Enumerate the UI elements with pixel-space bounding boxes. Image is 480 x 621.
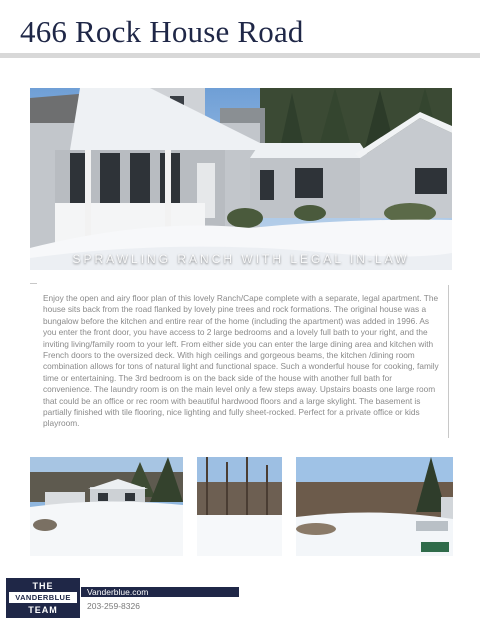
description-frame-right [448,285,449,438]
vanderblue-team-logo [5,577,81,619]
description-frame-top [30,283,37,284]
hero-caption: SPRAWLING RANCH WITH LEGAL IN-LAW [72,252,410,266]
logo-line-2: VANDERBLUE [9,592,77,603]
winter-woods-illustration [197,457,282,556]
gallery-photo-2 [197,457,282,556]
house-exterior-illustration [30,88,452,270]
gallery-photo-1 [30,457,183,556]
listing-title: 466 Rock House Road [20,14,304,49]
logo-line-1: THE [32,581,54,591]
snowy-yard-illustration [296,457,453,556]
gallery-photo-3 [296,457,453,556]
logo-line-3: TEAM [28,605,58,615]
title-divider [0,53,480,58]
phone-number: 203-259-8326 [87,601,140,611]
hero-photo [30,88,452,270]
house-side-view-illustration [30,457,183,556]
listing-description: Enjoy the open and airy floor plan of this lovely Ranch/Cape complete with a separate, legal apartment. The house sits back from the road flanked by lovely pine trees and rock formations. The original house was a bungalow before the kitchen and entire rear of the home (including the apartment) was added in 1996. As you enter the front door, you have access to 2 large bedrooms and a lovely full bath to your right, and the inviting living/family room to your left. From either side you can enter the large dining area and kitchen with French doors to the oversized deck. With high ceilings and gorgeous beams, the kitchen /dining room combination allows for tons of natural light and functional space. Such a wonderful house for cooking, family time or entertaining. The 3rd bedroom is on the back side of the house with another full bath for convenience. The laundry room is on the main level only a few steps away. Upstairs boasts one large room that could be an office or rec room with beautiful hardwood floors and a large skylight. The basement is partially finished with tile flooring, nice lighting and fully sheet-rocked. Perfect for a private office or kids playroom. [43,293,439,429]
website-link[interactable]: Vanderblue.com [87,587,149,597]
